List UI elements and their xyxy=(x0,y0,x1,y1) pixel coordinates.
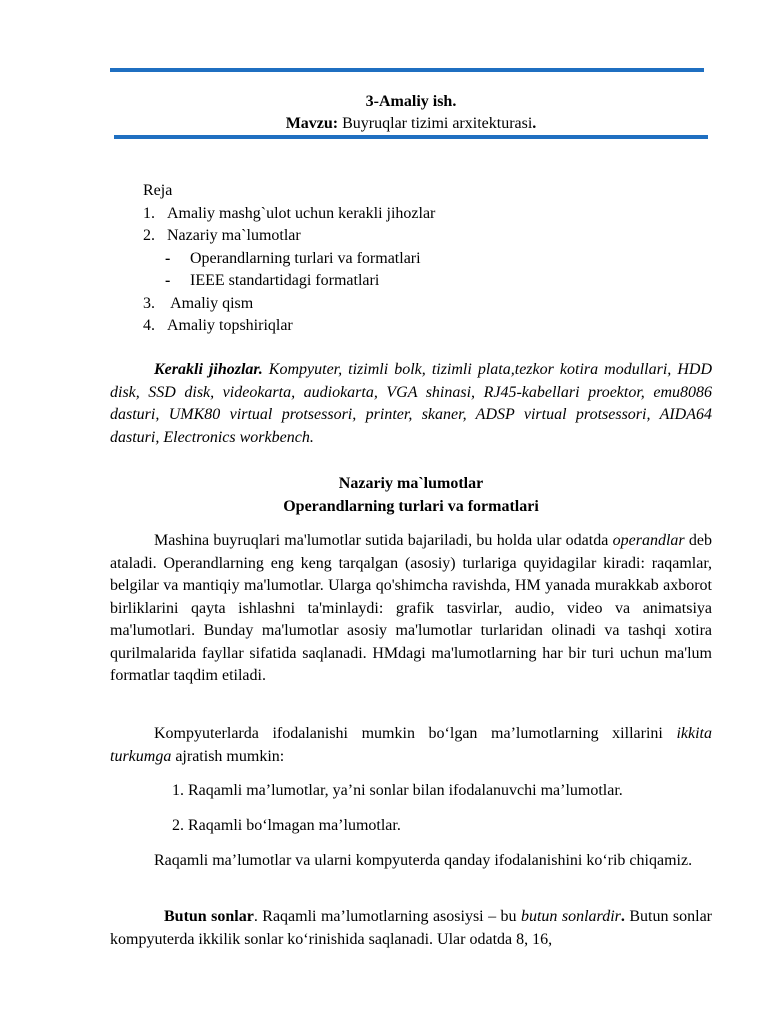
operands-paragraph: Mashina buyruqlari ma'lumotlar sutida bajariladi, bu holda ular odatda operandlar deb ataladi. Operandlarning eng keng tarqalgan (asosiy) turlariga quyidagilar kiradi: raqamlar, belgilar va mantiqiy ma'lumotlar. Ularga qo'shimcha ravishda, HM yanada murakkab axborot birliklarini qayta ishlashni ta'minlaydi: grafik tasvirlar, audio, video va animatsiya ma'lumotlari. Bunday ma'lumotlar asosiy ma'lumotlar turlaridan olinadi va tashqi xotira qurilmalarida fayllar sifatida saqlanadi. HMdagi ma'lumotlarning har bir turi uchun ma'lum formatlar taqdim etiladi. xyxy=(110,532,713,684)
operands-term: operandlar xyxy=(612,532,685,549)
plan-subitem: - IEEE standartidagi formatlari xyxy=(165,272,380,289)
topic-text: Buyruqlar tizimi arxitekturasi xyxy=(338,115,533,132)
equipment-label: Kerakli jihozlar. xyxy=(154,361,263,378)
section-subtitle: Operandlarning turlari va formatlari xyxy=(283,498,539,515)
bottom-rule xyxy=(114,135,708,139)
plan-item: 3. Amaliy qism xyxy=(143,294,254,312)
topic-line xyxy=(110,113,712,136)
integers-term: Butun sonlar xyxy=(164,908,254,925)
numbered-item: 1. Raqamli ma’lumotlar, ya’ni sonlar bilan ifodalanuvchi ma’lumotlar. xyxy=(172,782,623,799)
topic-label: Mavzu: xyxy=(285,115,339,132)
numbered-item: 2. Raqamli bo‘lmagan ma’lumotlar. xyxy=(172,817,401,834)
numeric-data-paragraph: Raqamli ma’lumotlar va ularni kompyuterda qanday ifodalanishini ko‘rib chiqamiz. xyxy=(154,852,693,869)
plan-item: 1. Amaliy mashg`ulot uchun kerakli jihozlar xyxy=(143,204,436,222)
equipment-paragraph xyxy=(110,359,712,449)
section-title: Nazariy ma`lumotlar xyxy=(338,475,484,492)
plan-heading: Reja xyxy=(143,182,173,199)
plan-list xyxy=(143,180,703,338)
equipment-text: Kompyuter, tizimli bolk, tizimli plata,tezkor kotira modullari, HDD disk, SSD disk, videokarta, audiokarta, VGA shinasi, RJ45-kabellari proektor, emu8086 dasturi, UMK80 virtual protsessori, printer, skaner, ADSP virtual protsessori, AIDA64 dasturi, Electronics workbench. xyxy=(110,361,712,446)
plan-item: 2. Nazariy ma`lumotlar xyxy=(143,227,301,244)
topic-dot: . xyxy=(532,115,537,132)
integers-italic: butun sonlardir xyxy=(520,908,621,925)
integers-paragraph: Butun sonlar. Raqamli ma’lumotlarning asosiysi – bu butun sonlardir. Butun sonlar kompyuterda ikkilik sonlar ko‘rinishida saqlanadi. Ular odatda 8, 16, xyxy=(110,908,713,948)
two-groups-term: ikkita turkumga xyxy=(110,725,712,765)
data-kinds-paragraph: Kompyuterlarda ifodalanishi mumkin bo‘lgan ma’lumotlarning xillarini ikkita turkumga ajratish mumkin: xyxy=(110,725,712,765)
top-rule xyxy=(110,68,704,72)
plan-subitem: - Operandlarning turlari va formatlari xyxy=(165,249,421,267)
practical-work-title: 3-Amaliy ish. xyxy=(365,93,457,110)
plan-item: 4. Amaliy topshiriqlar xyxy=(143,317,293,334)
